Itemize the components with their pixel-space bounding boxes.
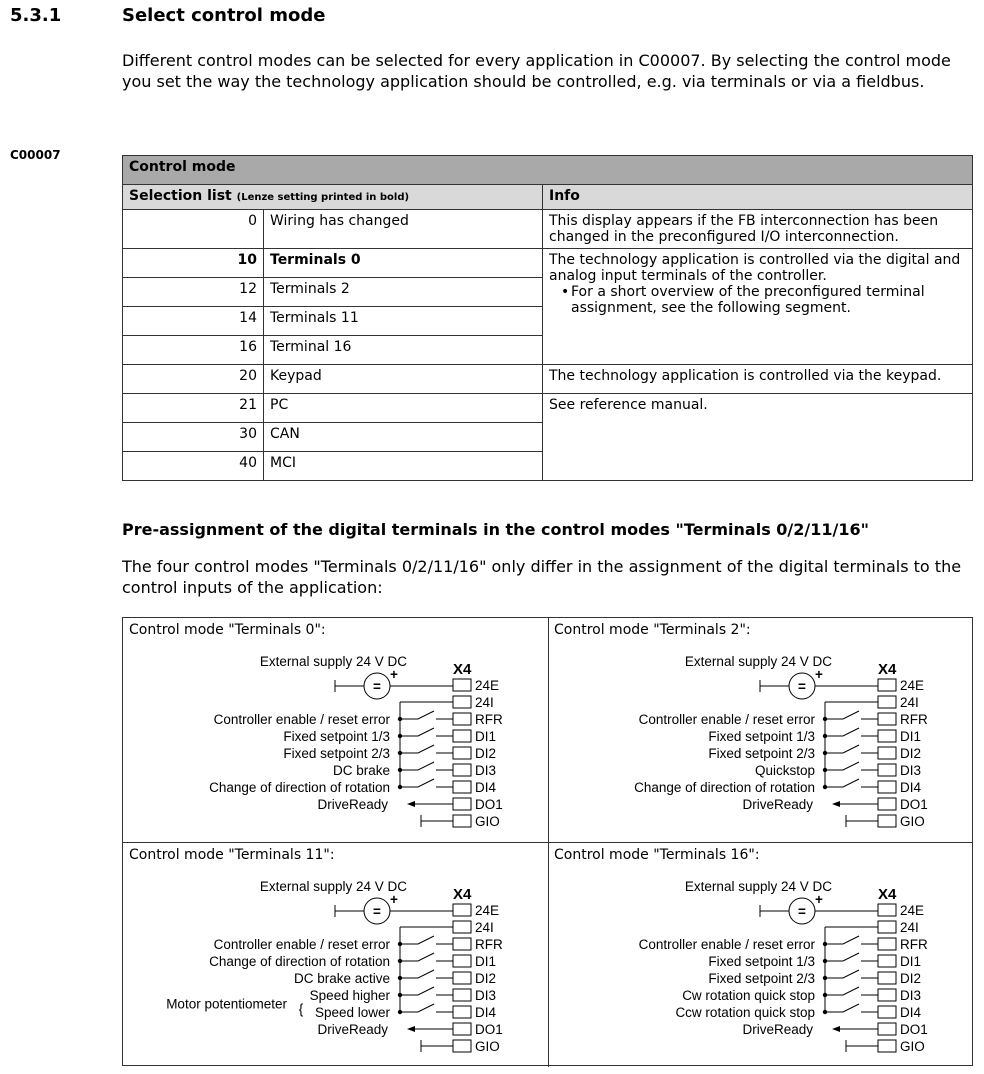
row-name: Keypad: [264, 365, 543, 394]
input-label: Change of direction of rotation: [634, 780, 815, 795]
row-value: 20: [123, 365, 264, 394]
terminal-label: 24E: [475, 678, 500, 693]
input-label: Fixed setpoint 2/3: [283, 746, 390, 761]
terminal-box: [453, 798, 471, 810]
dc-symbol: =: [798, 679, 806, 694]
row-name: Terminals 0: [264, 249, 543, 278]
selection-header: Selection list (Lenze setting printed in bold): [123, 185, 543, 210]
wiring-diagram: [548, 618, 973, 842]
terminal-box: [878, 938, 896, 950]
terminal-label: RFR: [475, 712, 503, 727]
input-label: Controller enable / reset error: [638, 937, 815, 952]
row-value: 12: [123, 278, 264, 307]
diagram-title: Control mode "Terminals 11":: [129, 847, 335, 863]
switch-symbol: [400, 936, 434, 944]
output-label: DriveReady: [742, 797, 813, 812]
code-label: C00007: [10, 148, 61, 162]
terminal-label: DO1: [475, 1022, 503, 1037]
brace-symbol: {: [298, 1001, 304, 1017]
switch-symbol: [825, 987, 859, 995]
terminal-label: DI2: [475, 746, 497, 761]
switch-symbol: [400, 987, 434, 995]
terminal-label: 24I: [900, 920, 919, 935]
terminal-label: DI3: [475, 763, 497, 778]
switch-symbol: [400, 745, 434, 753]
switch-symbol: [825, 745, 859, 753]
input-label: Fixed setpoint 2/3: [708, 971, 815, 986]
switch-symbol: [400, 970, 434, 978]
row-name: Terminals 2: [264, 278, 543, 307]
dc-symbol: =: [798, 904, 806, 919]
output-label: DriveReady: [317, 797, 388, 812]
switch-symbol: [825, 953, 859, 961]
connector-label: X4: [878, 661, 897, 678]
info-keypad: The technology application is controlled via the keypad.: [543, 365, 973, 394]
terminal-label: DI3: [900, 763, 922, 778]
terminal-box: [453, 764, 471, 776]
switch-symbol: [825, 936, 859, 944]
terminal-box: [453, 815, 471, 827]
switch-symbol: [825, 762, 859, 770]
terminal-label: GIO: [475, 814, 500, 829]
output-arrow: [407, 1026, 415, 1032]
connector-label: X4: [453, 886, 472, 903]
connector-label: X4: [453, 661, 472, 678]
terminal-box: [878, 730, 896, 742]
terminal-label: DI4: [475, 780, 497, 795]
terminal-label: DI1: [475, 954, 497, 969]
row-value: 10: [123, 249, 264, 278]
terminal-label: GIO: [900, 814, 925, 829]
terminal-box: [453, 938, 471, 950]
switch-symbol: [400, 779, 434, 787]
switch-symbol: [400, 953, 434, 961]
output-label: DriveReady: [742, 1022, 813, 1037]
terminal-box: [453, 1040, 471, 1052]
terminal-box: [878, 1023, 896, 1035]
terminal-box: [878, 781, 896, 793]
wiring-diagram: [548, 843, 973, 1067]
plus-sign: +: [815, 667, 823, 682]
input-label: Cw rotation quick stop: [682, 988, 815, 1003]
row-value: 30: [123, 423, 264, 452]
plus-sign: +: [390, 892, 398, 907]
row-name: PC: [264, 394, 543, 423]
terminal-box: [878, 815, 896, 827]
input-label: Controller enable / reset error: [213, 937, 390, 952]
terminal-box: [453, 730, 471, 742]
terminal-label: 24I: [475, 920, 494, 935]
input-label: Change of direction of rotation: [209, 780, 390, 795]
diagram-terminals-2: [548, 618, 973, 842]
output-arrow: [832, 1026, 840, 1032]
preassign-text: The four control modes "Terminals 0/2/11/16" only differ in the assignment of the digital terminals to the control inputs of the application:: [122, 557, 962, 597]
terminal-diagrams: [122, 617, 973, 1066]
diagram-title: Control mode "Terminals 0":: [129, 622, 326, 638]
input-label: Fixed setpoint 1/3: [708, 954, 815, 969]
terminal-label: 24E: [475, 903, 500, 918]
preassign-heading: Pre-assignment of the digital terminals in the control modes "Terminals 0/2/11/16": [122, 520, 869, 539]
switch-symbol: [400, 1004, 434, 1012]
section-number: 5.3.1: [10, 5, 62, 26]
dc-symbol: =: [373, 679, 381, 694]
info-header: Info: [543, 185, 973, 210]
terminal-box: [453, 955, 471, 967]
switch-symbol: [825, 711, 859, 719]
terminal-label: DO1: [475, 797, 503, 812]
intro-paragraph: Different control modes can be selected for every application in C00007. By selecting the control mode you set the way the technology application should be controlled, e.g. via terminals or via a fieldbus.: [122, 51, 951, 91]
supply-label: External supply 24 V DC: [259, 654, 407, 669]
terminal-box: [878, 989, 896, 1001]
terminal-label: 24E: [900, 678, 925, 693]
terminal-label: DI2: [900, 971, 922, 986]
terminal-label: GIO: [475, 1039, 500, 1054]
input-label: Controller enable / reset error: [213, 712, 390, 727]
wiring-diagram: [123, 843, 548, 1067]
switch-symbol: [400, 762, 434, 770]
wiring-diagram: [123, 618, 548, 842]
terminal-box: [878, 764, 896, 776]
input-label: DC brake active: [293, 971, 390, 986]
terminal-box: [878, 747, 896, 759]
switch-symbol: [400, 728, 434, 736]
supply-label: External supply 24 V DC: [684, 654, 832, 669]
info-reference: See reference manual.: [543, 394, 973, 481]
terminal-label: DI1: [475, 729, 497, 744]
group-label: Motor potentiometer: [166, 996, 287, 1012]
plus-sign: +: [390, 667, 398, 682]
terminal-box: [878, 904, 896, 916]
terminal-box: [878, 1040, 896, 1052]
terminal-label: DI4: [475, 1005, 497, 1020]
control-mode-table: [122, 155, 973, 481]
terminal-box: [453, 904, 471, 916]
output-arrow: [832, 801, 840, 807]
info-terminals-bullet: • For a short overview of the preconfigured terminal assignment, see the following segment.: [561, 284, 966, 316]
input-label: Fixed setpoint 1/3: [708, 729, 815, 744]
row-value: 21: [123, 394, 264, 423]
supply-label: External supply 24 V DC: [684, 879, 832, 894]
switch-symbol: [825, 970, 859, 978]
terminal-label: DI2: [900, 746, 922, 761]
switch-symbol: [400, 711, 434, 719]
terminal-box: [453, 1023, 471, 1035]
input-label: Speed lower: [314, 1005, 390, 1020]
diagram-terminals-11: [123, 842, 549, 1067]
row-value: 16: [123, 336, 264, 365]
terminal-box: [878, 955, 896, 967]
terminal-box: [878, 696, 896, 708]
input-label: Speed higher: [309, 988, 390, 1003]
input-label: DC brake: [332, 763, 390, 778]
terminal-label: DI2: [475, 971, 497, 986]
row-value: 0: [123, 210, 264, 249]
info-wiring: This display appears if the FB interconnection has been changed in the preconfigured I/O interconnection.: [543, 210, 973, 249]
output-label: DriveReady: [317, 1022, 388, 1037]
terminal-label: RFR: [900, 937, 928, 952]
terminal-box: [453, 747, 471, 759]
switch-symbol: [825, 779, 859, 787]
terminal-box: [453, 1006, 471, 1018]
terminal-box: [453, 679, 471, 691]
terminal-label: DI4: [900, 780, 922, 795]
terminal-label: DI3: [900, 988, 922, 1003]
terminal-label: RFR: [900, 712, 928, 727]
row-name: Wiring has changed: [264, 210, 543, 249]
terminal-box: [878, 1006, 896, 1018]
terminal-box: [453, 781, 471, 793]
terminal-label: RFR: [475, 937, 503, 952]
row-name: Terminals 11: [264, 307, 543, 336]
input-label: Ccw rotation quick stop: [675, 1005, 815, 1020]
terminal-label: DO1: [900, 797, 928, 812]
terminal-label: GIO: [900, 1039, 925, 1054]
info-terminals: The technology application is controlled via the digital and analog input terminals of the controller. • For a short overview of the preconfigured terminal assignment, see the following segment.: [543, 249, 973, 365]
diagram-terminals-0: [123, 618, 549, 842]
diagram-title: Control mode "Terminals 2":: [554, 622, 751, 638]
diagram-title: Control mode "Terminals 16":: [554, 847, 760, 863]
section-title: Select control mode: [122, 5, 326, 26]
terminal-box: [878, 921, 896, 933]
input-label: Fixed setpoint 1/3: [283, 729, 390, 744]
output-arrow: [407, 801, 415, 807]
connector-label: X4: [878, 886, 897, 903]
terminal-box: [878, 713, 896, 725]
diagram-terminals-16: [548, 842, 973, 1067]
row-value: 40: [123, 452, 264, 481]
terminal-box: [453, 972, 471, 984]
input-label: Change of direction of rotation: [209, 954, 390, 969]
supply-label: External supply 24 V DC: [259, 879, 407, 894]
switch-symbol: [825, 1004, 859, 1012]
plus-sign: +: [815, 892, 823, 907]
terminal-label: DO1: [900, 1022, 928, 1037]
table-title: Control mode: [123, 156, 973, 185]
terminal-label: DI1: [900, 729, 922, 744]
terminal-label: 24E: [900, 903, 925, 918]
input-label: Fixed setpoint 2/3: [708, 746, 815, 761]
input-label: Controller enable / reset error: [638, 712, 815, 727]
switch-symbol: [825, 728, 859, 736]
terminal-box: [453, 696, 471, 708]
terminal-box: [878, 972, 896, 984]
terminal-label: DI1: [900, 954, 922, 969]
dc-symbol: =: [373, 904, 381, 919]
row-name: CAN: [264, 423, 543, 452]
terminal-label: 24I: [900, 695, 919, 710]
input-label: Quickstop: [754, 763, 815, 778]
terminal-box: [878, 679, 896, 691]
row-name: MCI: [264, 452, 543, 481]
terminal-box: [878, 798, 896, 810]
row-value: 14: [123, 307, 264, 336]
row-name: Terminal 16: [264, 336, 543, 365]
terminal-box: [453, 921, 471, 933]
terminal-label: DI3: [475, 988, 497, 1003]
terminal-box: [453, 713, 471, 725]
terminal-label: 24I: [475, 695, 494, 710]
terminal-label: DI4: [900, 1005, 922, 1020]
terminal-box: [453, 989, 471, 1001]
